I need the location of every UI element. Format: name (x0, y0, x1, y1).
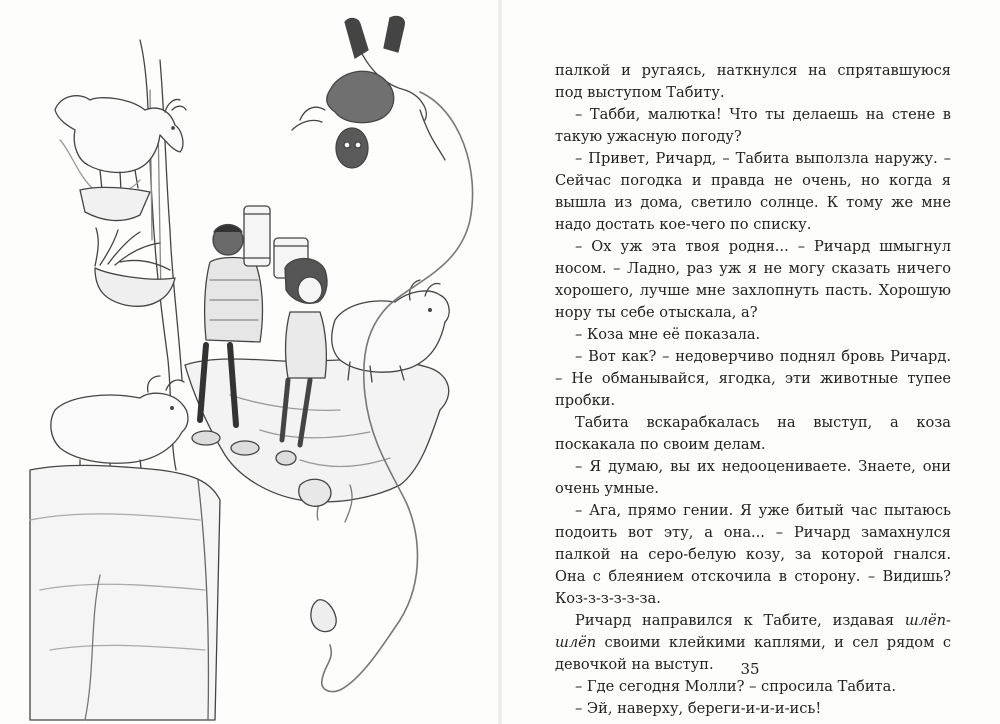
right-page (500, 0, 1000, 724)
grass-tuft (95, 228, 175, 306)
paragraph: – Коза мне её показала. (575, 326, 761, 343)
lower-cliff (30, 465, 220, 720)
goat-bottom-left (51, 376, 188, 480)
goat-right (332, 280, 449, 382)
paragraph: – Эй, наверху, береги-и-и-и-ись! (575, 700, 822, 717)
paragraph: – Ох уж эта твоя родня... – Ричард шмыгнул носом. – Ладно, раз уж я не могу сказать ничего хорошего, лучше мне захлопнуть пасть. Хорошую нору ты себе отыскала, а? (555, 238, 951, 321)
emphasis-text: шлёп-шлёп (555, 612, 951, 651)
paragraph: – Привет, Ричард, – Табита выползла наружу. – Сейчас погодка и правда не очень, но когда я вышла из дома, светило солнце. К тому же мне надо достать кое-чего по списку. (555, 150, 951, 233)
paragraph: – Ага, прямо гении. Я уже битый час пытаюсь подоить вот эту, а она... – Ричард замахнулся палкой на серо-белую козу, за которой гнался. Она с блеянием отскочила в сторону. – Видишь? Коз-з-з-з-з-за. (555, 502, 951, 607)
paragraph: – Вот как? – недоверчиво поднял бровь Ричард. – Не обманывайся, ягодка, эти животные тупее пробки. (555, 348, 951, 409)
paragraph: палкой и ругаясь, наткнулся на спрятавшуюся под выступом Табиту. (555, 62, 951, 101)
paragraph: – Я думаю, вы их недооцениваете. Знаете, они очень умные. (555, 458, 951, 497)
paragraph: Табита вскарабкалась на выступ, а коза поскакала по своим делам. (555, 414, 951, 453)
paragraph: – Где сегодня Молли? – спросила Табита. (575, 678, 896, 695)
body-text (555, 60, 951, 720)
paragraph-text: Ричард направился к Табите, издавая (575, 612, 905, 629)
paragraph-text: своими клейкими каплями, и сел рядом с девочкой на выступ. (555, 634, 951, 673)
paragraph: – Табби, малютка! Что ты делаешь на стене в такую ужасную погоду? (555, 106, 951, 145)
rope-end (311, 600, 336, 632)
top-left-ledge (80, 187, 150, 220)
small-creature (299, 479, 331, 506)
page-number: 35 (740, 660, 760, 678)
